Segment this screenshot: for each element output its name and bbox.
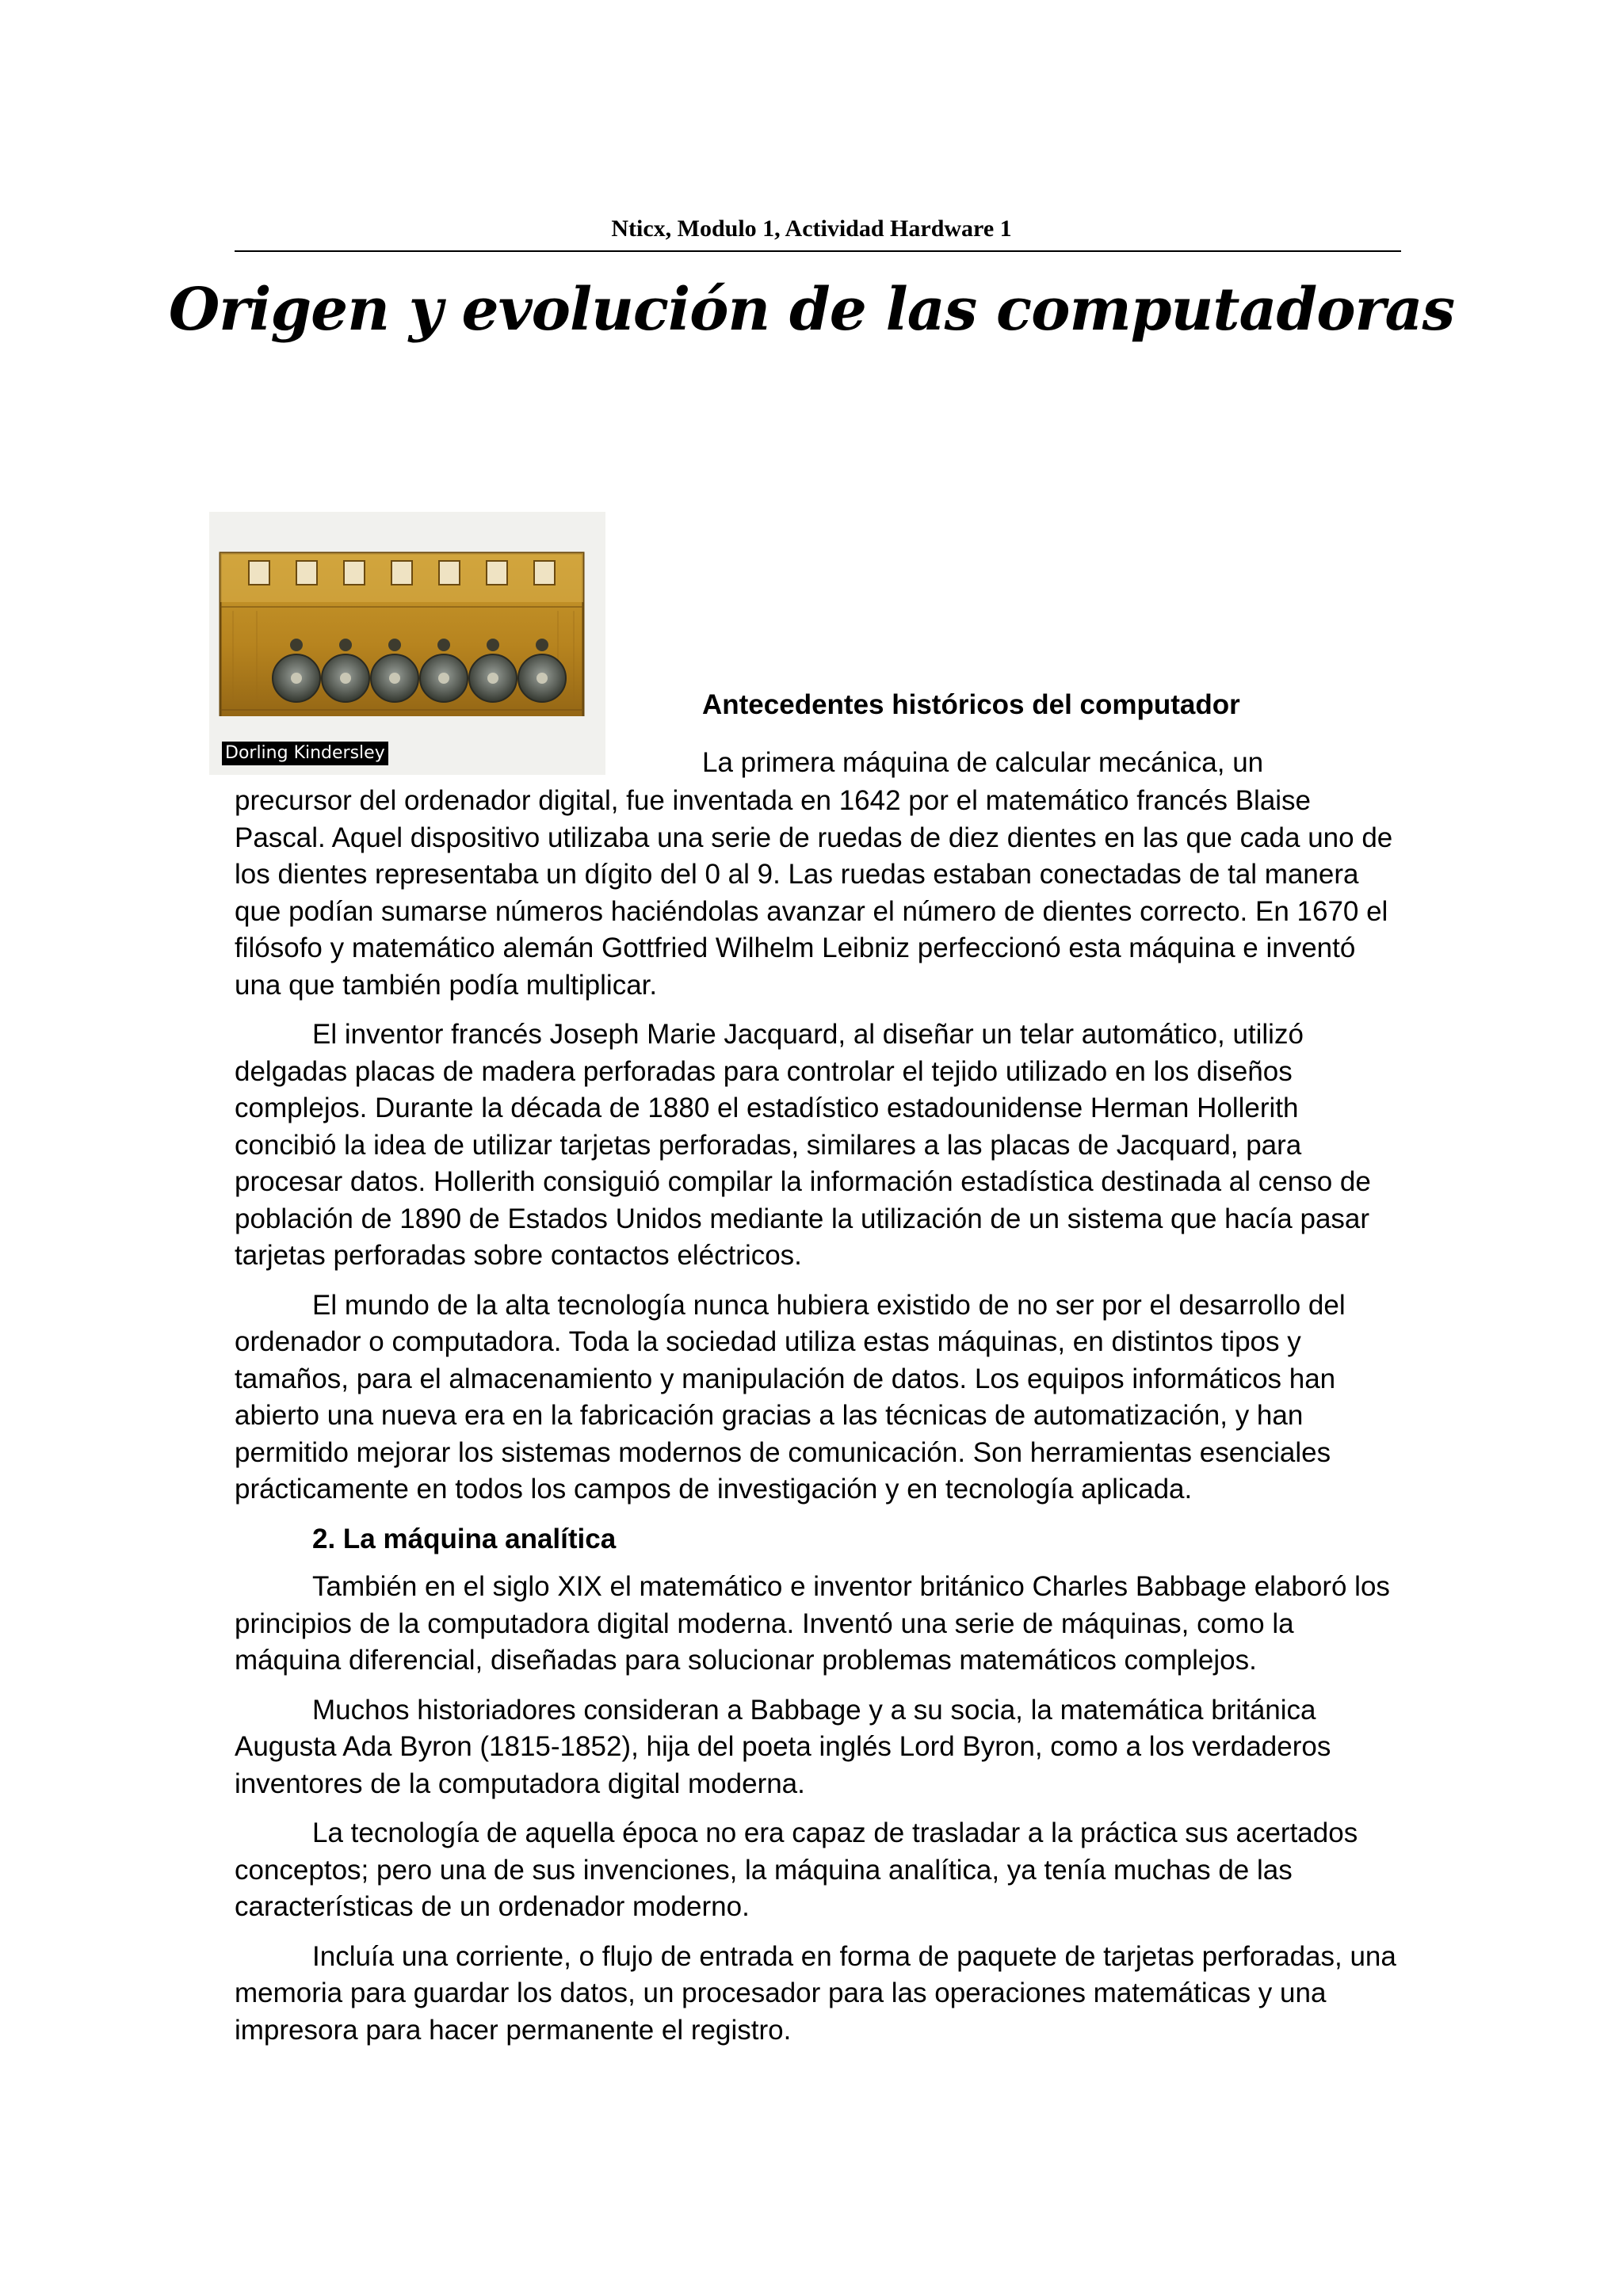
section-heading-antecedentes: Antecedentes históricos del computador <box>702 689 1240 720</box>
paragraph-alta-tecnologia: El mundo de la alta tecnología nunca hubiera existido de no ser por el desarrollo del ordenador o computadora. Toda la sociedad utiliza estas máquinas, en distintos tipos y tamaños, para el almacenamiento y manipulación de datos. Los equipos informáticos han abierto una nueva era en la fabricación gracias a las técnicas de automatización, y han permitido mejorar los sistemas modernos de comunicación. Son herramientas esenciales prácticamente en todos los campos de investigación y en tecnología aplicada. <box>235 1289 1346 1505</box>
pascaline-photo <box>209 512 605 775</box>
document-title: Origen y evolución de las computadoras <box>168 276 1455 344</box>
header-rule <box>235 250 1401 252</box>
paragraph-tecnologia-epoca: La tecnología de aquella época no era capaz de trasladar a la práctica sus acertados conceptos; pero una de sus invenciones, la máquina analítica, ya tenía muchas de las características de un ordenador moderno. <box>235 1817 1358 1922</box>
image-credit: Dorling Kindersley <box>222 742 388 765</box>
pascaline-illustration <box>209 512 605 775</box>
first-line-beside-image: La primera máquina de calcular mecánica, un <box>702 747 1264 778</box>
paragraph-babbage: También en el siglo XIX el matemático e inventor británico Charles Babbage elaboró los principios de la computadora digital moderna. Inventó una serie de máquinas, como la máquina diferencial, diseñadas para solucionar problemas matemáticos complejos. <box>235 1571 1390 1676</box>
paragraph-ada-byron: Muchos historiadores consideran a Babbage y a su socia, la matemática británica Augusta Ada Byron (1815-1852), hija del poeta inglés Lord Byron, como a los verdaderos inventores de la computadora digital moderna. <box>235 1694 1331 1799</box>
paragraph-jacquard: El inventor francés Joseph Marie Jacquard, al diseñar un telar automático, utilizó delgadas placas de madera perforadas para controlar el tejido utilizado en los diseños complejos. Durante la década de 1880 el estadístico estadounidense Herman Hollerith concibió la idea de utilizar tarjetas perforadas, similares a las placas de Jacquard, para procesar datos. Hollerith consiguió compilar la información estadística destinada al censo de población de 1890 de Estados Unidos mediante la utilización de un sistema que hacía pasar tarjetas perforadas sobre contactos eléctricos. <box>235 1019 1371 1271</box>
section-heading-maquina-analitica: 2. La máquina analítica <box>312 1523 617 1554</box>
page-header: Nticx, Modulo 1, Actividad Hardware 1 <box>611 215 1012 242</box>
paragraph-pascal: precursor del ordenador digital, fue inventada en 1642 por el matemático francés Blaise Pascal. Aquel dispositivo utilizaba una serie de ruedas de diez dientes en las que cada uno de los dientes representaba un dígito del 0 al 9. Las ruedas estaban conectadas de tal manera que podían sumarse números haciéndolas avanzar el número de dientes correcto. En 1670 el filósofo y matemático alemán Gottfried Wilhelm Leibniz perfeccionó esta máquina e inventó una que también podía multiplicar. <box>235 785 1393 1001</box>
paragraph-tarjetas: Incluía una corriente, o flujo de entrada en forma de paquete de tarjetas perforadas, una memoria para guardar los datos, un procesador para las operaciones matemáticas y una impresora para hacer permanente el registro. <box>235 1940 1396 2046</box>
body-text-column <box>235 783 1407 2061</box>
